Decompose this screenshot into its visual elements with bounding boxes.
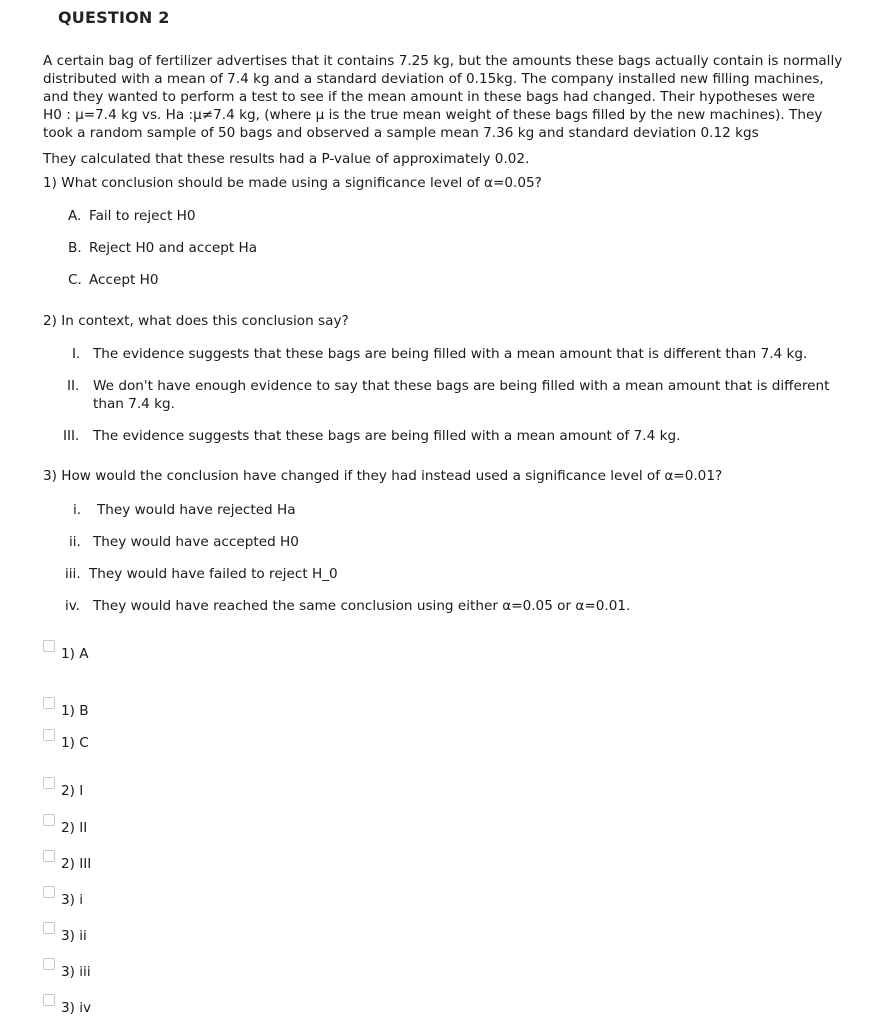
answer-checkbox[interactable] (43, 850, 55, 862)
answer-label[interactable]: 3) iii (61, 964, 91, 980)
option-marker: iii. (65, 566, 81, 582)
option-text: We don't have enough evidence to say that these bags are being filled with a mean amount that is different than 7.4 kg. (93, 378, 830, 412)
option-marker: III. (63, 428, 80, 444)
answer-checkbox[interactable] (43, 886, 55, 898)
part2-option-i (72, 345, 862, 363)
paragraph-line: H0 : μ=7.4 kg vs. Ha :μ≠7.4 kg, (where μ is the true mean weight of these bags filled by the new machines). They (43, 107, 823, 123)
paragraph-line: and they wanted to perform a test to see if the mean amount in these bags had changed. Their hypotheses were (43, 89, 816, 105)
option-text: They would have rejected Ha (97, 502, 296, 518)
option-text: They would have failed to reject H_0 (89, 566, 338, 582)
part2-option-ii (67, 377, 862, 413)
answer-label[interactable]: 1) B (61, 703, 89, 719)
answer-checkbox[interactable] (43, 922, 55, 934)
option-text: They would have reached the same conclusion using either α=0.05 or α=0.01. (93, 598, 631, 614)
answer-label[interactable]: 3) iv (61, 1000, 92, 1016)
paragraph-line: A certain bag of fertilizer advertises that it contains 7.25 kg, but the amounts these bags actually contain is normally (43, 53, 843, 69)
option-text: The evidence suggests that these bags are being filled with a mean amount that is different than 7.4 kg. (93, 346, 808, 362)
answer-label[interactable]: 2) I (61, 783, 84, 799)
part1-option-c (68, 271, 159, 289)
answer-checkbox[interactable] (43, 729, 55, 741)
option-marker: i. (73, 502, 82, 518)
question-title: QUESTION 2 (58, 8, 170, 27)
option-text: Fail to reject H0 (89, 208, 196, 224)
part1-option-a (68, 207, 196, 225)
part3-option-i (73, 501, 296, 519)
part1-stem: 1) What conclusion should be made using a significance level of α=0.05? (43, 175, 542, 191)
option-text: The evidence suggests that these bags are being filled with a mean amount of 7.4 kg. (93, 428, 681, 444)
option-marker: iv. (65, 598, 81, 614)
option-marker: C. (68, 272, 82, 288)
option-marker: I. (72, 346, 81, 362)
option-marker: II. (67, 378, 80, 394)
answer-checkbox[interactable] (43, 640, 55, 652)
option-marker: B. (68, 240, 82, 256)
part3-option-iv (65, 597, 630, 615)
answer-label[interactable]: 1) C (61, 735, 89, 751)
option-marker: A. (68, 208, 82, 224)
option-text: Reject H0 and accept Ha (89, 240, 258, 256)
answer-label[interactable]: 1) A (61, 646, 89, 662)
answer-label[interactable]: 3) ii (61, 928, 87, 944)
paragraph-line: distributed with a mean of 7.4 kg and a standard deviation of 0.15kg. The company installed new filling machines, (43, 71, 824, 87)
answer-checkbox[interactable] (43, 958, 55, 970)
part3-stem: 3) How would the conclusion have changed if they had instead used a significance level of α=0.01? (43, 468, 723, 484)
pvalue-statement: They calculated that these results had a P-value of approximately 0.02. (43, 151, 530, 167)
part2-stem: 2) In context, what does this conclusion say? (43, 313, 349, 329)
part3-option-ii (69, 533, 299, 551)
option-text: They would have accepted H0 (93, 534, 299, 550)
option-marker: ii. (69, 534, 81, 550)
answer-label[interactable]: 2) II (61, 820, 88, 836)
option-text: Accept H0 (89, 272, 159, 288)
answer-label[interactable]: 3) i (61, 892, 84, 908)
answer-checkbox[interactable] (43, 697, 55, 709)
answer-checkbox[interactable] (43, 994, 55, 1006)
answer-checkbox[interactable] (43, 777, 55, 789)
answer-checkbox[interactable] (43, 814, 55, 826)
part1-option-b (68, 239, 257, 257)
part2-option-iii (63, 427, 863, 445)
paragraph-line: took a random sample of 50 bags and observed a sample mean 7.36 kg and standard deviation 0.12 kgs (43, 125, 759, 141)
answer-label[interactable]: 2) III (61, 856, 92, 872)
part3-option-iii (65, 565, 338, 583)
